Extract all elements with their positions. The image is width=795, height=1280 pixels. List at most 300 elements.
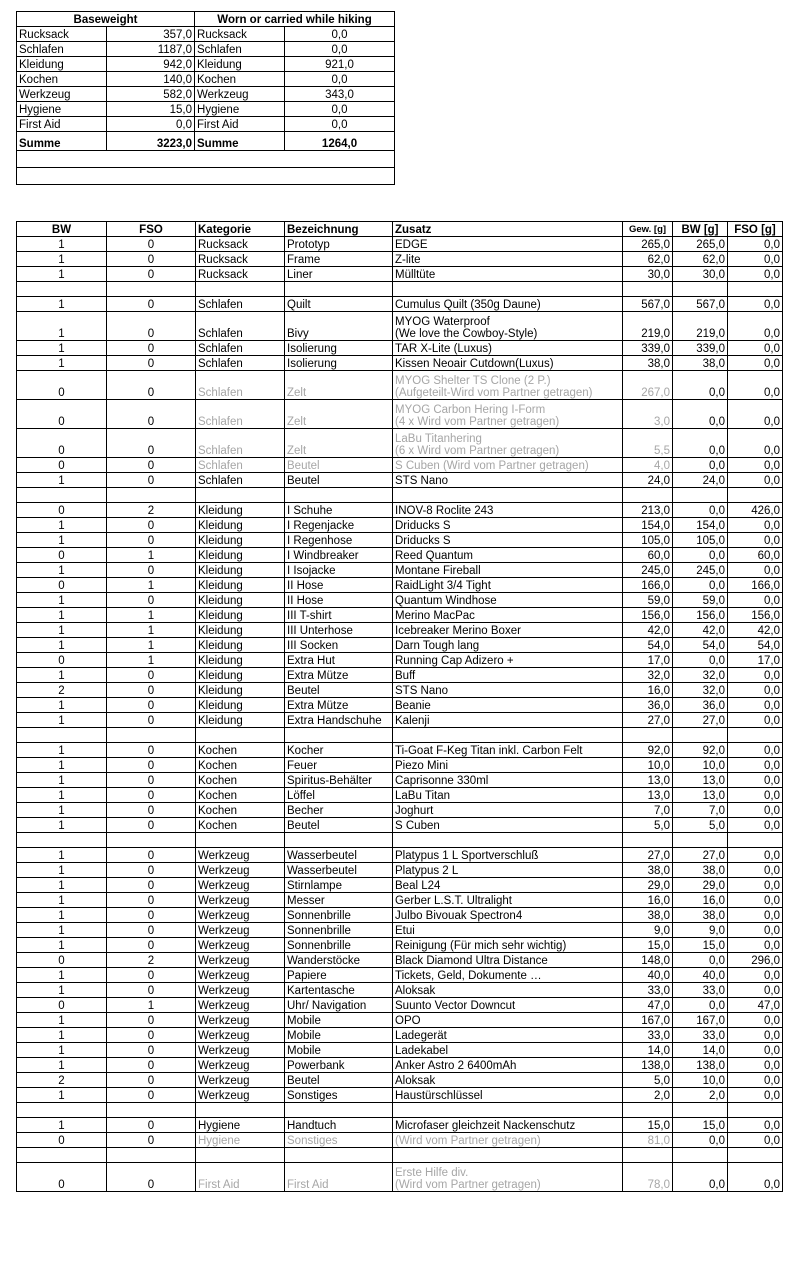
zusatz-cell: Microfaser gleichzeit Nackenschutz [393,1118,623,1133]
bezeichnung-cell: First Aid [285,1163,393,1192]
fso-count: 0 [107,923,196,938]
zusatz-cell: Montane Fireball [393,563,623,578]
fso-count: 0 [107,429,196,458]
table-row [17,1013,783,1028]
zusatz-cell: Kalenji [393,713,623,728]
fso-count: 0 [107,788,196,803]
fso-count: 0 [107,341,196,356]
bw-count: 1 [17,893,107,908]
bezeichnung-cell: Papiere [285,968,393,983]
bezeichnung-cell: Powerbank [285,1058,393,1073]
kategorie-cell: Schlafen [196,312,285,341]
fso-gramm-cell: 0,0 [728,312,783,341]
gewicht-cell: 154,0 [623,518,673,533]
fso-gramm-cell: 0,0 [728,1133,783,1148]
table-row [17,743,783,758]
bezeichnung-cell: Isolierung [285,356,393,371]
bezeichnung-cell: Handtuch [285,1118,393,1133]
fso-gramm-cell: 0,0 [728,683,783,698]
table-row [17,1088,783,1103]
bw-count: 1 [17,803,107,818]
bw-gramm-cell: 0,0 [673,548,728,563]
bw-count: 1 [17,908,107,923]
summary-baseweight: 0,0 [107,117,195,132]
bezeichnung-cell: Extra Mütze [285,668,393,683]
total-label: Summe [17,132,107,151]
summary-worn: 0,0 [285,42,395,57]
kategorie-cell: Schlafen [196,429,285,458]
table-row [17,297,783,312]
kategorie-cell: Schlafen [196,458,285,473]
kategorie-cell: Schlafen [196,297,285,312]
bw-gramm-cell: 0,0 [673,953,728,968]
bw-gramm-cell: 9,0 [673,923,728,938]
bw-count: 1 [17,1088,107,1103]
fso-count: 0 [107,400,196,429]
zusatz-cell: Driducks S [393,533,623,548]
bezeichnung-cell: II Hose [285,578,393,593]
zusatz-line: (We love the Cowboy-Style) [395,328,538,340]
zusatz-cell: Black Diamond Ultra Distance [393,953,623,968]
zusatz-cell: Julbo Bivouak Spectron4 [393,908,623,923]
gewicht-cell: 245,0 [623,563,673,578]
fso-gramm-cell: 0,0 [728,983,783,998]
bw-gramm-cell: 62,0 [673,252,728,267]
fso-gramm-cell: 54,0 [728,638,783,653]
table-row [17,252,783,267]
fso-gramm-cell: 0,0 [728,297,783,312]
bw-gramm-cell: 567,0 [673,297,728,312]
bezeichnung-cell: Beutel [285,458,393,473]
bw-gramm-cell: 0,0 [673,400,728,429]
bezeichnung-cell: Spiritus-Behälter [285,773,393,788]
fso-gramm-cell: 0,0 [728,593,783,608]
summary-worn: 0,0 [285,117,395,132]
bw-count: 1 [17,297,107,312]
bezeichnung-cell: I Regenjacke [285,518,393,533]
zusatz-cell: RaidLight 3/4 Tight [393,578,623,593]
kategorie-cell: Rucksack [196,237,285,252]
fso-gramm-cell: 0,0 [728,1163,783,1192]
bezeichnung-cell: Uhr/ Navigation [285,998,393,1013]
gewicht-cell: 148,0 [623,953,673,968]
bw-gramm-cell: 27,0 [673,848,728,863]
fso-gramm-cell: 0,0 [728,848,783,863]
fso-gramm-cell: 0,0 [728,1043,783,1058]
bezeichnung-cell: Wasserbeutel [285,848,393,863]
bw-count: 0 [17,998,107,1013]
zusatz-cell: Driducks S [393,518,623,533]
table-row [17,503,783,518]
gewicht-cell: 30,0 [623,267,673,282]
kategorie-cell: Kleidung [196,713,285,728]
table-row [17,923,783,938]
table-row [17,848,783,863]
empty-row [17,1103,783,1118]
bezeichnung-cell: Wanderstöcke [285,953,393,968]
kategorie-cell: Schlafen [196,371,285,400]
kategorie-cell: Werkzeug [196,1013,285,1028]
table-row [17,863,783,878]
summary-empty-row [17,151,395,168]
bw-count: 1 [17,267,107,282]
gewicht-cell: 16,0 [623,893,673,908]
bw-gramm-cell: 13,0 [673,788,728,803]
fso-count: 0 [107,818,196,833]
fso-count: 0 [107,683,196,698]
bw-gramm-cell: 5,0 [673,818,728,833]
gewicht-cell: 14,0 [623,1043,673,1058]
empty-row [17,488,783,503]
bw-count: 0 [17,653,107,668]
col-header-gewicht: Gew. [g] [623,222,673,237]
fso-gramm-cell: 0,0 [728,818,783,833]
fso-gramm-cell: 0,0 [728,863,783,878]
kategorie-cell: Schlafen [196,341,285,356]
kategorie-cell: Werkzeug [196,923,285,938]
gewicht-cell: 38,0 [623,356,673,371]
gewicht-cell: 33,0 [623,983,673,998]
col-header-bw-gramm: BW [g] [673,222,728,237]
fso-gramm-cell: 0,0 [728,252,783,267]
bw-gramm-cell: 0,0 [673,1163,728,1192]
fso-count: 0 [107,371,196,400]
bezeichnung-cell: Extra Mütze [285,698,393,713]
bw-count: 0 [17,578,107,593]
bw-count: 0 [17,371,107,400]
kategorie-cell: First Aid [196,1163,285,1192]
kategorie-cell: Kleidung [196,698,285,713]
bw-count: 0 [17,1133,107,1148]
fso-gramm-cell: 42,0 [728,623,783,638]
summary-row [17,57,395,72]
table-row [17,429,783,458]
zusatz-cell: INOV-8 Roclite 243 [393,503,623,518]
bezeichnung-cell: Bivy [285,312,393,341]
fso-gramm-cell: 296,0 [728,953,783,968]
fso-gramm-cell: 0,0 [728,473,783,488]
bw-count: 1 [17,1028,107,1043]
table-row [17,713,783,728]
bw-gramm-cell: 0,0 [673,458,728,473]
kategorie-cell: Werkzeug [196,953,285,968]
fso-gramm-cell: 0,0 [728,400,783,429]
fso-count: 2 [107,503,196,518]
gewicht-cell: 16,0 [623,683,673,698]
zusatz-cell: (Wird vom Partner getragen) [393,1133,623,1148]
fso-count: 1 [107,653,196,668]
zusatz-line: Erste Hilfe div. [395,1167,469,1179]
zusatz-cell: STS Nano [393,683,623,698]
kategorie-cell: Kleidung [196,623,285,638]
bw-gramm-cell: 33,0 [673,983,728,998]
table-row [17,267,783,282]
zusatz-line: (Wird vom Partner getragen) [395,1179,541,1191]
summary-category: Schlafen [17,42,107,57]
gewicht-cell: 38,0 [623,908,673,923]
gewicht-cell: 156,0 [623,608,673,623]
fso-gramm-cell: 0,0 [728,668,783,683]
bw-gramm-cell: 42,0 [673,623,728,638]
fso-count: 0 [107,237,196,252]
bezeichnung-cell: Sonnenbrille [285,908,393,923]
kategorie-cell: Kochen [196,788,285,803]
fso-gramm-cell: 0,0 [728,743,783,758]
bw-gramm-cell: 24,0 [673,473,728,488]
gewicht-cell: 42,0 [623,623,673,638]
bw-count: 1 [17,341,107,356]
gewicht-cell: 7,0 [623,803,673,818]
kategorie-cell: Werkzeug [196,968,285,983]
fso-gramm-cell: 0,0 [728,923,783,938]
bw-gramm-cell: 10,0 [673,1073,728,1088]
bw-count: 1 [17,1043,107,1058]
summary-category: Kleidung [17,57,107,72]
table-row [17,878,783,893]
table-row [17,578,783,593]
fso-count: 0 [107,473,196,488]
summary-baseweight: 582,0 [107,87,195,102]
table-row [17,1028,783,1043]
bw-gramm-cell: 0,0 [673,371,728,400]
fso-gramm-cell: 0,0 [728,371,783,400]
table-row [17,773,783,788]
bezeichnung-cell: Prototyp [285,237,393,252]
kategorie-cell: Hygiene [196,1133,285,1148]
fso-gramm-cell: 0,0 [728,908,783,923]
kategorie-cell: Kleidung [196,548,285,563]
bw-gramm-cell: 167,0 [673,1013,728,1028]
fso-gramm-cell: 0,0 [728,341,783,356]
table-row [17,968,783,983]
bw-gramm-cell: 15,0 [673,1118,728,1133]
table-row [17,1043,783,1058]
kategorie-cell: Werkzeug [196,878,285,893]
gewicht-cell: 40,0 [623,968,673,983]
zusatz-cell: Reinigung (Für mich sehr wichtig) [393,938,623,953]
zusatz-cell: Beal L24 [393,878,623,893]
col-header-bezeichnung: Bezeichnung [285,222,393,237]
gewicht-cell: 15,0 [623,938,673,953]
gewicht-cell: 3,0 [623,400,673,429]
bw-gramm-cell: 16,0 [673,893,728,908]
bw-gramm-cell: 15,0 [673,938,728,953]
table-row [17,638,783,653]
fso-count: 0 [107,252,196,267]
bezeichnung-cell: III Unterhose [285,623,393,638]
fso-gramm-cell: 166,0 [728,578,783,593]
kategorie-cell: Werkzeug [196,1073,285,1088]
fso-gramm-cell: 0,0 [728,1088,783,1103]
bw-count: 1 [17,968,107,983]
fso-count: 0 [107,458,196,473]
zusatz-cell: S Cuben (Wird vom Partner getragen) [393,458,623,473]
fso-gramm-cell: 0,0 [728,968,783,983]
zusatz-cell: EDGE [393,237,623,252]
bw-count: 1 [17,848,107,863]
bezeichnung-cell: Löffel [285,788,393,803]
bezeichnung-cell: III Socken [285,638,393,653]
kategorie-cell: Kleidung [196,533,285,548]
summary-row [17,102,395,117]
kategorie-cell: Werkzeug [196,908,285,923]
summary-worn: 0,0 [285,72,395,87]
bezeichnung-cell: Mobile [285,1043,393,1058]
table-row [17,788,783,803]
bezeichnung-cell: Beutel [285,683,393,698]
kategorie-cell: Kleidung [196,668,285,683]
gewicht-cell: 36,0 [623,698,673,713]
bw-gramm-cell: 27,0 [673,713,728,728]
bw-count: 1 [17,923,107,938]
fso-count: 0 [107,297,196,312]
fso-count: 0 [107,743,196,758]
zusatz-line: MYOG Shelter TS Clone (2 P.) [395,375,551,387]
kategorie-cell: Kleidung [196,578,285,593]
empty-row [17,833,783,848]
gewicht-cell: 219,0 [623,312,673,341]
fso-count: 0 [107,312,196,341]
table-row [17,608,783,623]
table-row [17,908,783,923]
fso-count: 0 [107,968,196,983]
bw-gramm-cell: 339,0 [673,341,728,356]
bw-count: 1 [17,312,107,341]
zusatz-line: LaBu Titanhering [395,433,482,445]
zusatz-line: MYOG Waterproof [395,316,490,328]
bw-count: 1 [17,863,107,878]
bw-count: 1 [17,758,107,773]
zusatz-cell: STS Nano [393,473,623,488]
fso-gramm-cell: 0,0 [728,563,783,578]
bw-count: 1 [17,818,107,833]
bw-count: 1 [17,593,107,608]
summary-worn: 0,0 [285,102,395,117]
zusatz-cell: Kissen Neoair Cutdown(Luxus) [393,356,623,371]
kategorie-cell: Werkzeug [196,1028,285,1043]
col-header-fso: FSO [107,222,196,237]
fso-count: 1 [107,608,196,623]
bw-gramm-cell: 14,0 [673,1043,728,1058]
zusatz-cell [393,371,623,400]
bw-gramm-cell: 10,0 [673,758,728,773]
fso-count: 0 [107,878,196,893]
kategorie-cell: Werkzeug [196,983,285,998]
bezeichnung-cell: Extra Hut [285,653,393,668]
bw-gramm-cell: 36,0 [673,698,728,713]
bw-gramm-cell: 13,0 [673,773,728,788]
summary-category-worn: First Aid [195,117,285,132]
gewicht-cell: 24,0 [623,473,673,488]
table-row [17,683,783,698]
summary-total-row [17,132,395,151]
col-header-bw: BW [17,222,107,237]
kategorie-cell: Kochen [196,743,285,758]
worn-header: Worn or carried while hiking [195,12,395,27]
bw-gramm-cell: 38,0 [673,908,728,923]
bw-count: 1 [17,623,107,638]
bw-gramm-cell: 38,0 [673,863,728,878]
fso-gramm-cell: 0,0 [728,356,783,371]
zusatz-cell: Darn Tough lang [393,638,623,653]
zusatz-cell: Piezo Mini [393,758,623,773]
table-row [17,400,783,429]
bw-gramm-cell: 2,0 [673,1088,728,1103]
bw-gramm-cell: 32,0 [673,668,728,683]
zusatz-line: (Aufgeteilt-Wird vom Partner getragen) [395,387,593,399]
summary-category: Hygiene [17,102,107,117]
summary-baseweight: 357,0 [107,27,195,42]
kategorie-cell: Schlafen [196,400,285,429]
total-worn: 1264,0 [285,132,395,151]
fso-count: 0 [107,983,196,998]
fso-count: 0 [107,593,196,608]
fso-gramm-cell: 0,0 [728,773,783,788]
bw-count: 1 [17,938,107,953]
kategorie-cell: Werkzeug [196,848,285,863]
zusatz-cell: S Cuben [393,818,623,833]
bw-count: 1 [17,252,107,267]
kategorie-cell: Kochen [196,803,285,818]
zusatz-cell: Icebreaker Merino Boxer [393,623,623,638]
fso-gramm-cell: 0,0 [728,518,783,533]
zusatz-cell: Ladegerät [393,1028,623,1043]
gewicht-cell: 339,0 [623,341,673,356]
gewicht-cell: 32,0 [623,668,673,683]
table-row [17,341,783,356]
bw-gramm-cell: 33,0 [673,1028,728,1043]
table-row [17,1118,783,1133]
gewicht-cell: 13,0 [623,773,673,788]
fso-count: 0 [107,533,196,548]
bw-count: 1 [17,1013,107,1028]
zusatz-cell: Haustürschlüssel [393,1088,623,1103]
bw-gramm-cell: 154,0 [673,518,728,533]
summary-category: Werkzeug [17,87,107,102]
fso-count: 1 [107,638,196,653]
total-baseweight: 3223,0 [107,132,195,151]
bw-count: 0 [17,400,107,429]
gewicht-cell: 567,0 [623,297,673,312]
fso-gramm-cell: 0,0 [728,938,783,953]
bw-gramm-cell: 0,0 [673,578,728,593]
zusatz-line: (6 x Wird vom Partner getragen) [395,445,560,457]
kategorie-cell: Schlafen [196,356,285,371]
zusatz-cell: Ti-Goat F-Keg Titan inkl. Carbon Felt [393,743,623,758]
bezeichnung-cell: Kartentasche [285,983,393,998]
bezeichnung-cell: Mobile [285,1013,393,1028]
table-row [17,356,783,371]
kategorie-cell: Schlafen [196,473,285,488]
summary-baseweight: 15,0 [107,102,195,117]
summary-row [17,72,395,87]
fso-count: 0 [107,698,196,713]
fso-count: 0 [107,356,196,371]
zusatz-cell: Beanie [393,698,623,713]
fso-gramm-cell: 0,0 [728,788,783,803]
zusatz-cell: Joghurt [393,803,623,818]
bezeichnung-cell: Sonstiges [285,1088,393,1103]
bw-count: 0 [17,458,107,473]
bw-count: 0 [17,548,107,563]
bw-count: 1 [17,878,107,893]
summary-worn: 921,0 [285,57,395,72]
table-row [17,893,783,908]
gewicht-cell: 10,0 [623,758,673,773]
kategorie-cell: Kleidung [196,593,285,608]
bw-gramm-cell: 156,0 [673,608,728,623]
bw-count: 1 [17,473,107,488]
